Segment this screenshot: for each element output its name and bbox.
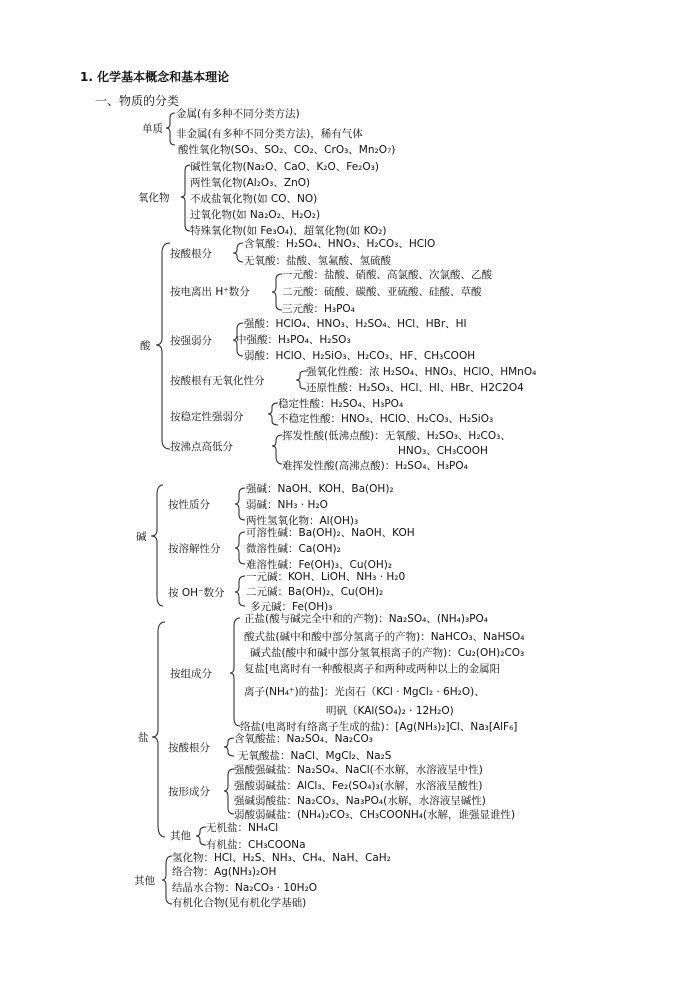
acid-item: HNO₃、CH₃COOH	[398, 445, 488, 457]
salt-item: 无氧酸盐：NaCl、MgCl₂、Na₂S	[238, 750, 392, 762]
oxide-item: 两性氧化物(Al₂O₃、ZnO)	[190, 177, 311, 189]
danzhi-item: 非金属(有多种不同分类方法)，稀有气体	[176, 128, 363, 140]
salt-item: 离子(NH₄⁺)的盐]：光卤石（KCl · MgCl₂ · 6H₂O)、	[244, 686, 485, 698]
acid-group-label: 按强弱分	[170, 335, 212, 347]
acid-item: 强酸：HClO₄、HNO₃、H₂SO₄、HCl、HBr、HI	[244, 318, 467, 330]
other-item: 结晶水合物：Na₂CO₃ · 10H₂O	[172, 882, 318, 894]
section-heading: 1. 化学基本概念和基本理论	[80, 70, 230, 84]
salt-item: 酸式盐(碱中和酸中部分氢离子的产物)：NaHCO₃、NaHSO₄	[244, 631, 525, 643]
acid-item: 三元酸：H₃PO₄	[282, 303, 355, 315]
base-item: 微溶性碱：Ca(OH)₂	[246, 543, 341, 555]
salt-item: 强碱弱酸盐：Na₂CO₃、Na₃PO₄(水解，水溶液呈碱性)	[234, 795, 486, 807]
acid-item: 含氧酸：H₂SO₄、HNO₃、H₂CO₃、HClO	[244, 238, 436, 250]
acid-group-label: 按沸点高低分	[170, 441, 233, 453]
acid-item: 一元酸：盐酸、硝酸、高氯酸、次氯酸、乙酸	[282, 269, 492, 281]
salt-item: 复盐[电离时有一种酸根离子和两种或两种以上的金属阳	[244, 663, 501, 675]
acid-group-label: 按酸根分	[170, 248, 212, 260]
oxide-item: 过氧化物(如 Na₂O₂、H₂O₂)	[190, 209, 321, 221]
other-item: 氢化物：HCl、H₂S、NH₃、CH₄、NaH、CaH₂	[172, 852, 391, 864]
salt-group-label: 其他	[170, 830, 191, 842]
salt-item: 含氧酸盐：Na₂SO₄、Na₂CO₃	[234, 733, 373, 745]
salt-item: 有机盐：CH₃COONa	[206, 839, 306, 851]
other-item: 络合物：Ag(NH₃)₂OH	[172, 866, 277, 878]
acid-item: 无氧酸：盐酸、氢氟酸、氢硫酸	[244, 255, 391, 267]
salt-item: 弱酸弱碱盐：(NH₄)₂CO₃、CH₃COONH₄(水解，谁强显谁性)	[234, 809, 516, 821]
other-item: 有机化合物(见有机化学基础)	[172, 897, 307, 909]
oxide-item: 不成盐氧化物(如 CO、NO)	[190, 193, 318, 205]
subsection-title: 一、物质的分类	[95, 94, 180, 108]
base-group-label: 按性质分	[168, 499, 210, 511]
salt-item: 正盐(酸与碱完全中和的产物)：Na₂SO₄、(NH₄)₃PO₄	[244, 613, 488, 625]
base-item: 强碱：NaOH、KOH、Ba(OH)₂	[246, 483, 394, 495]
base-item: 可溶性碱：Ba(OH)₂、NaOH、KOH	[246, 527, 415, 539]
salt-item: 络盐(电离时有络离子生成的盐)：[Ag(NH₃)₂]Cl、Na₃[AlF₆]	[240, 721, 518, 733]
base-item: 弱碱：NH₃ · H₂O	[246, 499, 328, 511]
base-item: 难溶性碱：Fe(OH)₃、Cu(OH)₂	[246, 559, 393, 571]
other-label: 其他	[134, 875, 155, 887]
oxide-item: 酸性氧化物(SO₃、SO₂、CO₂、CrO₃、Mn₂O₇)	[178, 144, 396, 156]
salt-item: 强酸强碱盐：Na₂SO₄、NaCl(不水解，水溶液呈中性)	[234, 764, 483, 776]
salt-item: 明矾（KAl(SO₄)₂ · 12H₂O)	[326, 705, 454, 717]
salt-item: 无机盐：NH₄Cl	[206, 822, 279, 834]
salt-item: 强酸弱碱盐：AlCl₃、Fe₂(SO₄)₃(水解，水溶液呈酸性)	[234, 780, 483, 792]
acid-item: 不稳定性酸：HNO₃、HClO、H₂CO₃、H₂SiO₃	[278, 413, 494, 425]
acid-item: 还原性酸：H₂SO₃、HCl、HI、HBr、H2C2O4	[306, 382, 524, 394]
salt-group-label: 按形成分	[168, 786, 210, 798]
acid-item: 挥发性酸(低沸点酸)：无氧酸、H₂SO₃、H₂CO₃、	[282, 430, 511, 442]
base-label: 碱	[136, 531, 147, 543]
oxide-label: 氧化物	[138, 192, 170, 204]
acid-item: 强氧化性酸：浓 H₂SO₄、HNO₃、HClO、HMnO₄	[306, 366, 537, 378]
acid-item: 弱酸：HClO、H₂SiO₃、H₂CO₃、HF、CH₃COOH	[244, 350, 476, 362]
danzhi-item: 金属(有多种不同分类方法)	[176, 108, 300, 120]
acid-item: 难挥发性酸(高沸点酸)：H₂SO₄、H₃PO₄	[282, 460, 468, 472]
oxide-item: 特殊氧化物(如 Fe₃O₄)、超氧化物(如 KO₂)	[190, 225, 387, 237]
salt-group-label: 按酸根分	[168, 742, 210, 754]
acid-item: 中强酸：H₃PO₄、H₂SO₃	[236, 334, 351, 346]
acid-label: 酸	[140, 340, 151, 352]
acid-group-label: 按电离出 H⁺数分	[170, 286, 250, 298]
base-group-label: 按溶解性分	[168, 543, 221, 555]
base-item: 多元碱：Fe(OH)₃	[250, 601, 333, 613]
danzhi-label: 单质	[142, 123, 163, 135]
salt-item: 碱式盐(酸中和碱中部分氢氧根离子的产物)：Cu₂(OH)₂CO₃	[250, 647, 525, 659]
acid-item: 二元酸：硫酸、碳酸、亚硫酸、硅酸、草酸	[282, 286, 482, 298]
oxide-item: 碱性氧化物(Na₂O、CaO、K₂O、Fe₂O₃)	[190, 161, 379, 173]
salt-group-label: 按组成分	[170, 668, 212, 680]
base-item: 两性氢氧化物：Al(OH)₃	[246, 515, 359, 527]
salt-label: 盐	[138, 732, 149, 744]
acid-group-label: 按酸根有无氧化性分	[170, 375, 265, 387]
base-item: 二元碱：Ba(OH)₂、Cu(OH)₂	[246, 586, 384, 598]
base-group-label: 按 OH⁻数分	[168, 587, 225, 599]
base-item: 一元碱：KOH、LiOH、NH₃ · H₂0	[246, 571, 406, 583]
acid-group-label: 按稳定性强弱分	[170, 411, 244, 423]
acid-item: 稳定性酸：H₂SO₄、H₃PO₄	[278, 398, 404, 410]
